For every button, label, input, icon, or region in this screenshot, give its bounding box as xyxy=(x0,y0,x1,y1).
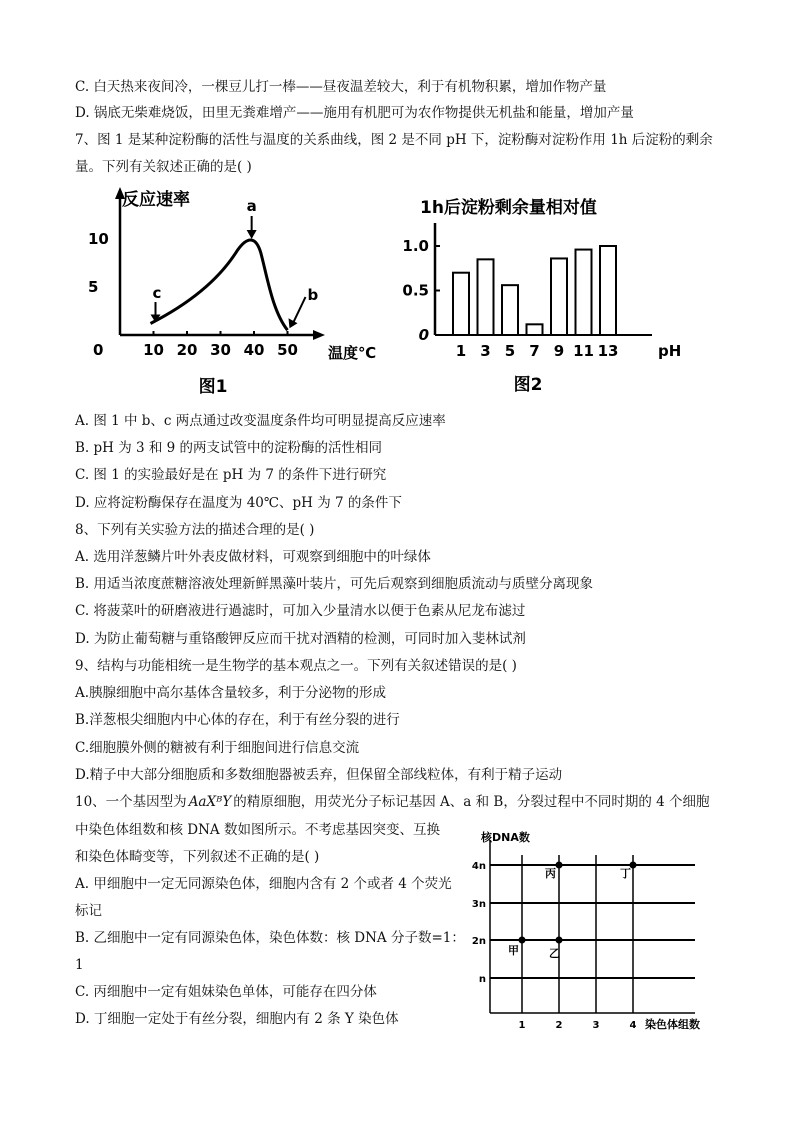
point-b-arrowhead xyxy=(289,318,298,328)
option-10-c: C. 丙细胞中一定有姐妹染色单体，可能存在四分体 xyxy=(75,984,377,1000)
x-tick-label: 5 xyxy=(504,342,516,360)
rate-curve xyxy=(151,240,288,330)
figure-2-caption: 图2 xyxy=(513,375,543,395)
point-b-label: b xyxy=(307,286,319,304)
y-tick-label: 10 xyxy=(88,230,109,248)
option-9-a: A.胰腺细胞中高尔基体含量较多，利于分泌物的形成 xyxy=(75,685,387,701)
point-label: 丙 xyxy=(545,867,556,880)
question-7-stem-cont: 量。下列有关叙述正确的是( ) xyxy=(75,159,252,175)
x-axis-label: pH xyxy=(658,342,682,360)
x-tick-label: 1 xyxy=(455,342,467,360)
option-10-b-cont: 1 xyxy=(75,957,84,973)
x-tick-label: 1 xyxy=(518,1020,526,1031)
question-10-stem-cont1: 中染色体组数和核 DNA 数如图所示。不考虑基因突变、互换 xyxy=(75,822,440,838)
data-point xyxy=(519,937,526,944)
point-b-arrow xyxy=(293,297,306,324)
point-a-label: a xyxy=(246,197,257,215)
figure-1-caption: 图1 xyxy=(198,377,228,397)
bar xyxy=(600,246,616,335)
option-10-b: B. 乙细胞中一定有同源染色体，染色体数：核 DNA 分子数=1： xyxy=(75,930,465,946)
bar xyxy=(502,285,518,335)
x-tick-label: 13 xyxy=(597,342,619,360)
data-point xyxy=(556,862,563,869)
option-9-d: D.精子中大部分细胞质和多数细胞器被丢弃，但保留全部线粒体，有利于精子运动 xyxy=(75,767,563,783)
option-7-c-prev: C. 白天热来夜间冷，一棵豆儿打一棒——昼夜温差较大，利于有机物积累，增加作物产量 xyxy=(75,79,607,95)
option-10-a: A. 甲细胞中一定无同源染色体，细胞内含有 2 个或者 4 个荧光 xyxy=(75,876,452,892)
y-axis-label: 核DNA数 xyxy=(481,831,530,844)
y-axis-label: 反应速率 xyxy=(122,190,190,210)
x-tick-label: 9 xyxy=(553,342,565,360)
x-axis-arrow xyxy=(313,330,325,340)
point-label: 甲 xyxy=(508,944,519,957)
question-8-stem: 8、下列有关实验方法的描述合理的是( ) xyxy=(75,522,315,538)
bar xyxy=(551,258,567,335)
x-tick-label: 4 xyxy=(629,1020,637,1031)
option-10-d: D. 丁细胞一定处于有丝分裂，细胞内有 2 条 Y 染色体 xyxy=(75,1011,399,1027)
question-10-stem-cont2: 和染色体畸变等，下列叙述不正确的是( ) xyxy=(75,849,320,865)
x-tick-label: 50 xyxy=(277,341,298,359)
x-axis-label: 温度℃ xyxy=(328,344,377,362)
question-9-stem: 9、结构与功能相统一是生物学的基本观点之一。下列有关叙述错误的是( ) xyxy=(75,658,517,674)
x-axis-label: 染色体组数 xyxy=(645,1018,700,1031)
x-tick-label: 3 xyxy=(480,342,491,360)
x-tick-label: 40 xyxy=(243,341,265,359)
option-8-b: B. 用适当浓度蔗糖溶液处理新鲜黑藻叶装片，可先后观察到细胞质流动与质壁分离现象 xyxy=(75,576,594,592)
figure-2-chart xyxy=(390,185,690,400)
figure-3-chart xyxy=(465,830,725,1050)
option-7-a: A. 图 1 中 b、c 两点通过改变温度条件均可明显提高反应速率 xyxy=(75,413,446,429)
option-8-c: C. 将菠菜叶的研磨液进行過滤时，可加入少量清水以便于色素从尼龙布滤过 xyxy=(75,603,526,619)
y-tick-label: 0 xyxy=(418,326,429,344)
option-7-d: D. 应将淀粉酶保存在温度为 40℃、pH 为 7 的条件下 xyxy=(75,495,402,511)
y-tick-label: 5 xyxy=(88,278,99,296)
option-9-c: C.细胞膜外侧的糖被有利于细胞间进行信息交流 xyxy=(75,740,360,756)
data-point xyxy=(556,937,563,944)
bar xyxy=(576,250,592,335)
point-label: 乙 xyxy=(549,947,560,960)
point-c-label: c xyxy=(152,284,162,302)
figure-1-chart xyxy=(85,185,377,400)
y-tick-label: 1.0 xyxy=(402,237,429,255)
x-tick-label: 30 xyxy=(210,341,231,359)
option-7-c: C. 图 1 的实验最好是在 pH 为 7 的条件下进行研究 xyxy=(75,467,387,483)
y-tick-label: 0.5 xyxy=(402,281,429,300)
genotype: AaXᴮY xyxy=(188,794,232,810)
option-8-d: D. 为防止葡萄糖与重铬酸钾反应而干扰对酒精的检测，可同时加入斐林试剂 xyxy=(75,631,526,647)
bar xyxy=(478,259,494,335)
option-7-b: B. pH 为 3 和 9 的两支试管中的淀粉酶的活性相同 xyxy=(75,440,383,456)
x-tick-label: 7 xyxy=(529,342,540,360)
point-label: 丁 xyxy=(620,867,631,880)
x-tick-label: 3 xyxy=(592,1020,600,1031)
bar xyxy=(453,273,469,335)
bar xyxy=(527,324,543,335)
option-8-a: A. 选用洋葱鳞片叶外表皮做材料，可观察到细胞中的叶绿体 xyxy=(75,549,431,565)
origin-label: 0 xyxy=(93,341,104,359)
y-tick-label: 2n xyxy=(471,936,486,947)
x-tick-label: 10 xyxy=(143,341,164,359)
figure-2-title: 1h后淀粉剩余量相对值 xyxy=(420,198,597,218)
y-tick-label: n xyxy=(478,974,486,985)
point-a-arrowhead xyxy=(247,230,257,239)
option-10-a-cont: 标记 xyxy=(75,903,102,919)
question-7-stem: 7、图 1 是某种淀粉酶的活性与温度的关系曲线，图 2 是不同 pH 下，淀粉酶对淀粉作用 1h 后淀粉的剩余 xyxy=(75,132,713,148)
x-tick-label: 2 xyxy=(555,1020,563,1031)
y-tick-label: 3n xyxy=(471,899,486,910)
question-10-stem: 10、一个基因型为 AaXᴮY 的精原细胞，用荧光分子标记基因 A、a 和 B，分裂过程中不同时期的 4 个细胞 xyxy=(75,794,710,810)
y-tick-label: 4n xyxy=(471,861,486,872)
option-9-b: B.洋葱根尖细胞内中心体的存在，利于有丝分裂的进行 xyxy=(75,712,400,728)
x-tick-label: 20 xyxy=(176,341,198,359)
x-tick-label: 11 xyxy=(573,342,594,360)
option-d-prev: D. 锅底无柴难烧饭，田里无粪难增产——施用有机肥可为农作物提供无机盐和能量，增加产量 xyxy=(75,105,634,121)
